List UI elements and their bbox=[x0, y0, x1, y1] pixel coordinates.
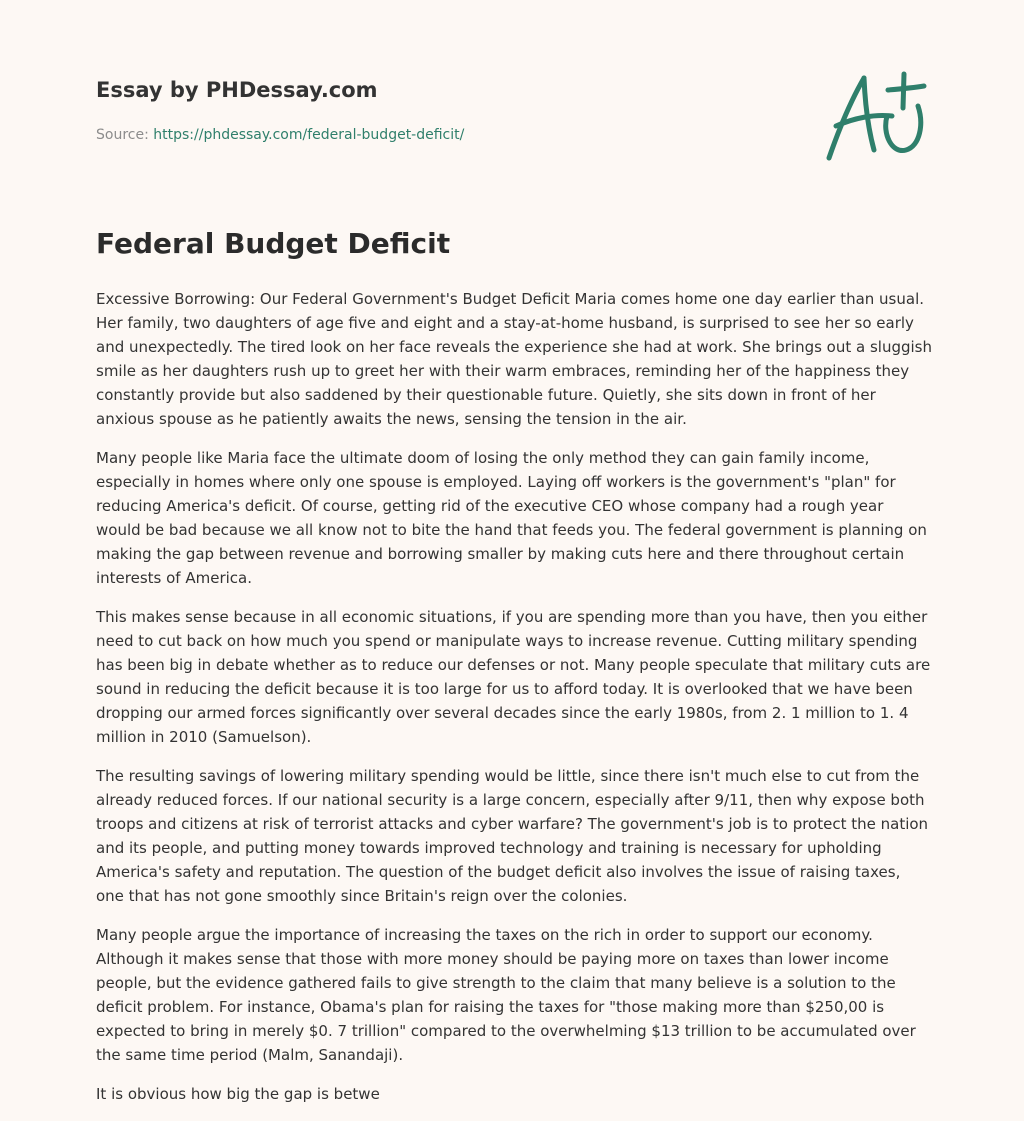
essay-paragraph: This makes sense because in all economic situations, if you are spending more than you have, then you either need to cut back on how much you spend or manipulate ways to increase revenue. Cutting military spending has been big in debate whether as to reduce our defenses or not. Many people speculate that military cuts are sound in reducing the deficit because it is too large for us to afford today. It is overlooked that we have been dropping our armed forces significantly over several decades since the early 1980s, from 2. 1 million to 1. 4 million in 2010 (Samuelson). bbox=[96, 608, 931, 746]
essay-paragraph: The resulting savings of lowering military spending would be little, since there isn't much else to cut from the already reduced forces. If our national security is a large concern, especially after 9/11, then why expose both troops and citizens at risk of terrorist attacks and cyber warfare? The government's job is to protect the nation and its people, and putting money towards improved technology and training is necessary for upholding America's safety and reputation. The question of the budget deficit also involves the issue of raising taxes, one that has not gone smoothly since Britain's reign over the colonies. bbox=[96, 767, 929, 905]
essay-body bbox=[96, 222, 932, 1121]
source-link[interactable]: https://phdessay.com/federal-budget-deficit/ bbox=[153, 127, 465, 143]
site-title: Essay by PHDessay.com bbox=[96, 78, 378, 102]
header bbox=[96, 72, 796, 145]
a-plus-logo-icon bbox=[820, 66, 930, 166]
essay-paragraph: Many people like Maria face the ultimate doom of losing the only method they can gain family income, especially in homes where only one spouse is employed. Laying off workers is the government's "plan" for reducing America's deficit. Of course, getting rid of the executive CEO whose company had a rough year would be bad because we all know not to bite the hand that feeds you. The federal government is planning on making the gap between revenue and borrowing smaller by making cuts here and there throughout certain interests of America. bbox=[96, 449, 927, 587]
source-line bbox=[96, 125, 796, 145]
essay-paragraph: Many people argue the importance of increasing the taxes on the rich in order to support our economy. Although it makes sense that those with more money should be paying more on taxes than lower income people, but the evidence gathered fails to give strength to the claim that many believe is a solution to the deficit problem. For instance, Obama's plan for raising the taxes for "those making more than $250,00 is expected to bring in merely $0. 7 trillion" compared to the overwhelming $13 trillion to be accumulated over the same time period (Malm, Sanandaji). bbox=[96, 926, 916, 1064]
essay-paragraph: It is obvious how big the gap is betwe bbox=[96, 1085, 380, 1103]
source-label: Source: bbox=[96, 127, 149, 143]
essay-text bbox=[96, 287, 932, 1106]
essay-paragraph: Excessive Borrowing: Our Federal Government's Budget Deficit Maria comes home one day earlier than usual. Her family, two daughters of age five and eight and a stay-at-home husband, is surprised to see her so early and unexpectedly. The tired look on her face reveals the experience she had at work. She brings out a sluggish smile as her daughters rush up to greet her with their warm embraces, reminding her of the happiness they constantly provide but also saddened by their questionable future. Quietly, she sits down in front of her anxious spouse as he patiently awaits the news, sensing the tension in the air. bbox=[96, 290, 932, 428]
document-title: Federal Budget Deficit bbox=[96, 227, 451, 260]
